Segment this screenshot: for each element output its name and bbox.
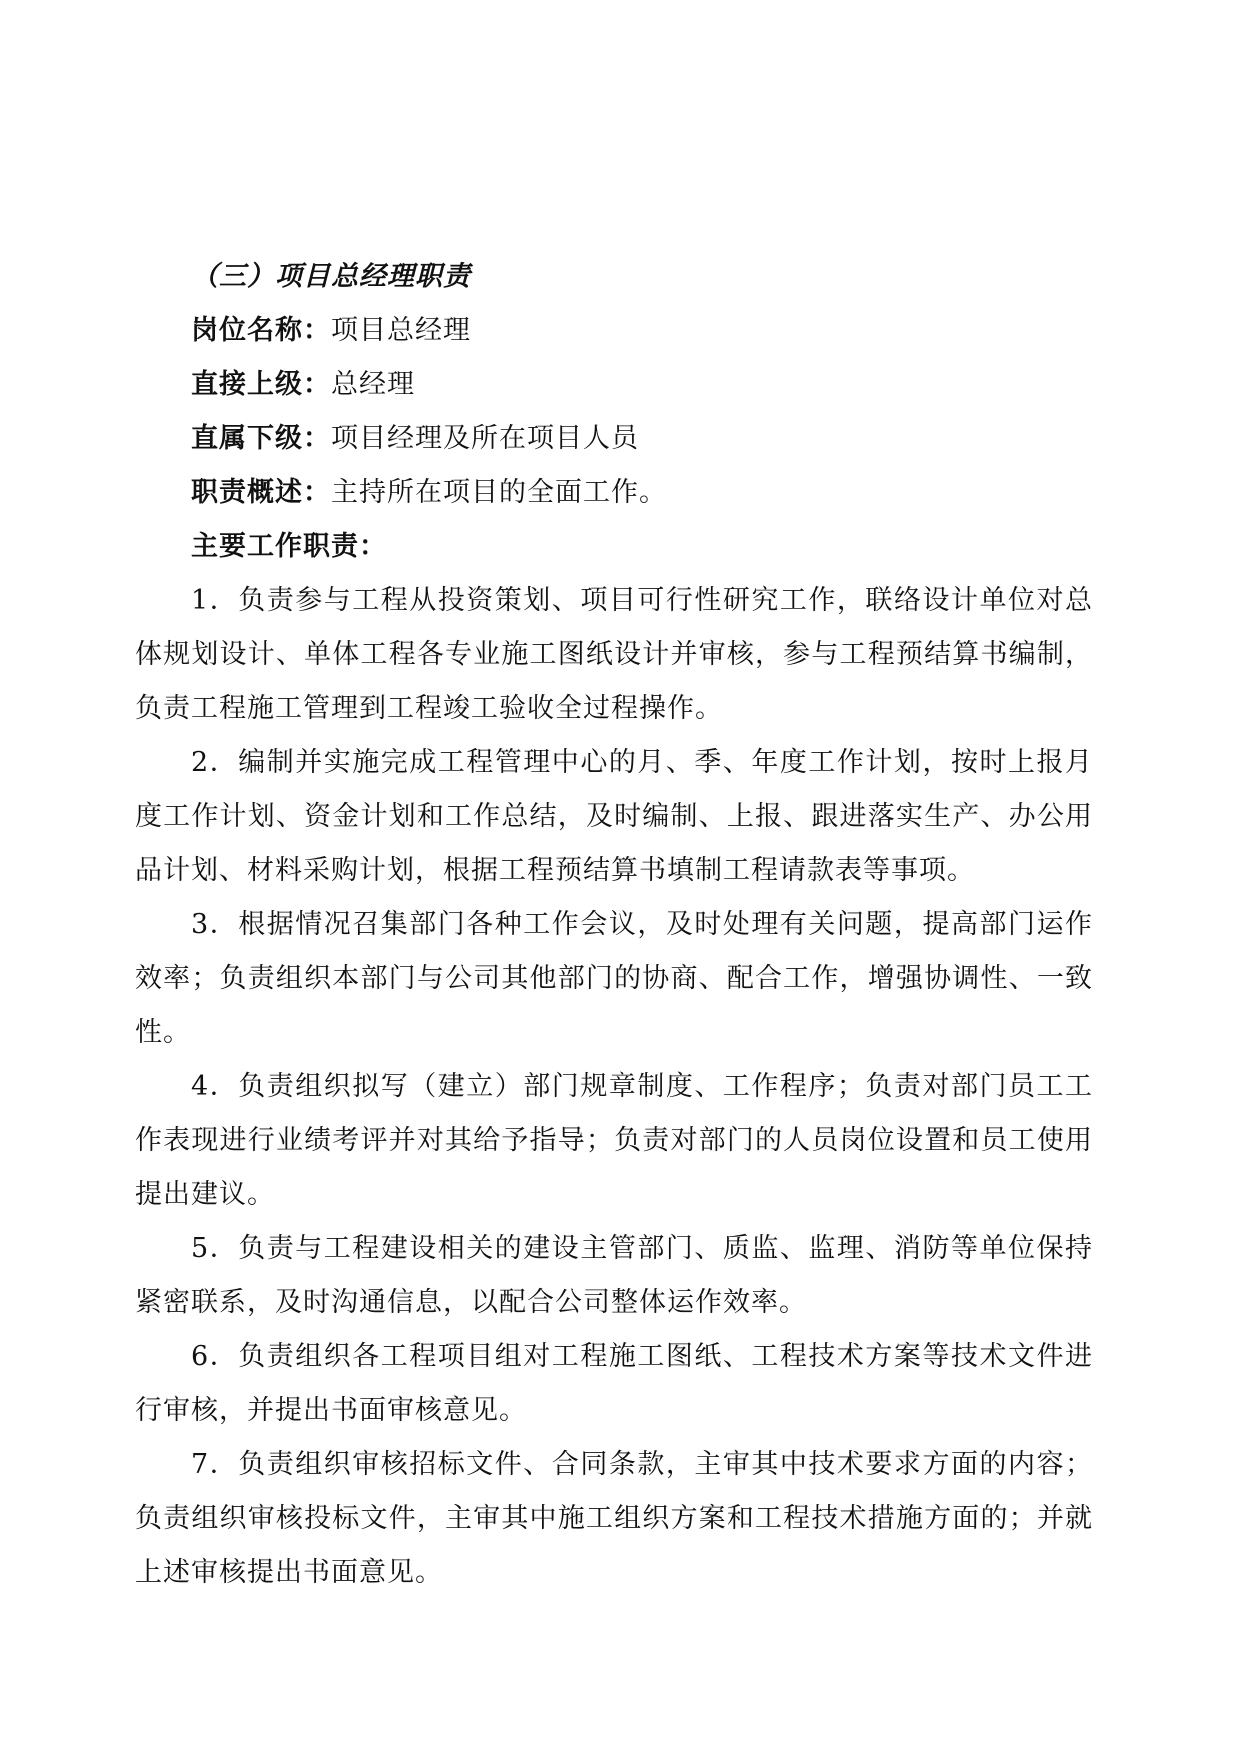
field-direct-superior bbox=[135, 358, 1093, 412]
field-label: 岗位名称： bbox=[191, 315, 331, 346]
field-position-name bbox=[135, 304, 1093, 358]
duties-title: 主要工作职责： bbox=[191, 531, 387, 562]
section-heading: （三）项目总经理职责 bbox=[191, 261, 471, 292]
duty-item: 4．负责组织拟写（建立）部门规章制度、工作程序；负责对部门员工工作表现进行业绩考评并对其给予指导；负责对部门的人员岗位设置和员工使用提出建议。 bbox=[135, 1071, 1093, 1210]
duty-item: 6．负责组织各工程项目组对工程施工图纸、工程技术方案等技术文件进行审核，并提出书面审核意见。 bbox=[135, 1341, 1093, 1426]
duty-item: 3．根据情况召集部门各种工作会议，及时处理有关问题，提高部门运作效率；负责组织本部门与公司其他部门的协商、配合工作，增强协调性、一致性。 bbox=[135, 909, 1093, 1048]
field-value: 主持所在项目的全面工作。 bbox=[331, 477, 667, 508]
duty-item: 1．负责参与工程从投资策划、项目可行性研究工作，联络设计单位对总体规划设计、单体工程各专业施工图纸设计并审核，参与工程预结算书编制，负责工程施工管理到工程竣工验收全过程操作。 bbox=[135, 585, 1093, 724]
document-body bbox=[135, 250, 1093, 1600]
field-value: 项目经理及所在项目人员 bbox=[331, 423, 639, 454]
field-label: 直属下级： bbox=[191, 423, 331, 454]
field-label: 职责概述： bbox=[191, 477, 331, 508]
field-direct-subordinates bbox=[135, 412, 1093, 466]
duty-item: 2．编制并实施完成工程管理中心的月、季、年度工作计划，按时上报月度工作计划、资金计划和工作总结，及时编制、上报、跟进落实生产、办公用品计划、材料采购计划，根据工程预结算书填制工程请款表等事项。 bbox=[135, 747, 1093, 886]
duty-item: 7．负责组织审核招标文件、合同条款，主审其中技术要求方面的内容；负责组织审核投标文件，主审其中施工组织方案和工程技术措施方面的；并就上述审核提出书面意见。 bbox=[135, 1449, 1093, 1588]
field-value: 总经理 bbox=[331, 369, 415, 400]
field-value: 项目总经理 bbox=[331, 315, 471, 346]
field-label: 直接上级： bbox=[191, 369, 331, 400]
duty-item: 5．负责与工程建设相关的建设主管部门、质监、监理、消防等单位保持紧密联系，及时沟通信息，以配合公司整体运作效率。 bbox=[135, 1233, 1093, 1318]
field-duty-summary bbox=[135, 466, 1093, 520]
